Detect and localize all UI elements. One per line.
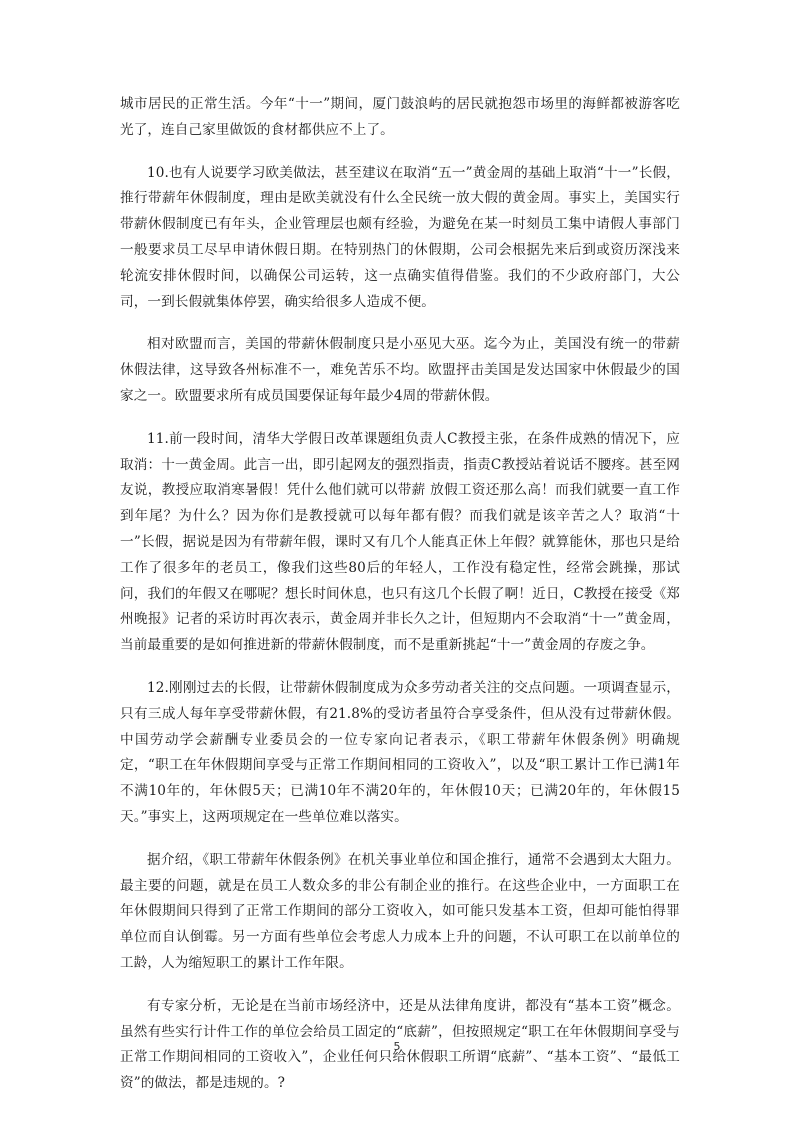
paragraph-4: 11.前一段时间，清华大学假日改革课题组负责人C教授主张，在条件成熟的情况下，应取消：十一黄金周。此言一出，即引起网友的强烈指责，指责C教授站着说话不腰疼。甚至网友说，教授应取消寒暑假！凭什么他们就可以带薪 放假工资还那么高！而我们就要一直工作到年尾？为什么？因为你们是教授就可以每年都有假？而我们就是该辛苦之人？取消“十一”长假，据说是因为有带薪年假，课时又有几个人能真正休上年假？就算能休，那也只是给工作了很多年的老员工，像我们这些80后的年轻人，工作没有稳定性，经常会跳操，那试问，我们的年假又在哪呢？想长时间休息，也只有这几个长假了啊！近日，C教授在接受《郑州晚报》记者的采访时再次表示，黄金周并非长久之计，但短期内不会取消“十一”黄金周，当前最重要的是如何推进新的带薪休假制度，而不是重新挑起“十一”黄金周的存废之争。 [120,430,680,654]
paragraph-7: 有专家分析，无论是在当前市场经济中，还是从法律角度讲，都没有“基本工资”概念。虽然有些实行计件工作的单位会给员工固定的“底薪”，但按照规定“职工在年休假期间享受与正常工作期间相同的工资收入”，企业任何只给休假职工所谓“底薪”、“基本工资”、“最低工资”的做法，都是违规的。? [120,997,680,1092]
paragraph-2: 10.也有人说要学习欧美做法，甚至建议在取消“五一”黄金周的基础上取消“十一”长假，推行带薪年休假制度，理由是欧美就没有什么全民统一放大假的黄金周。事实上，美国实行带薪休假制度已有年头，企业管理层也颇有经验，为避免在某一时刻员工集中请假人事部门一般要求员工尽早申请休假日期。在特别热门的休假期，公司会根据先来后到或资历深浅来轮流安排休假时间，以确保公司运转，这一点确实值得借鉴。我们的不少政府部门，大公司，一到长假就集体停罢，确实给很多人造成不便。 [120,164,680,310]
paragraph-6: 据介绍，《职工带薪年休假条例》在机关事业单位和国企推行，通常不会遇到太大阻力。最主要的问题，就是在员工人数众多的非公有制企业的推行。在这些企业中，一方面职工在年休假期间只得到了正常工作期间的部分工资收入，如可能只发基本工资，但却可能怕得罪单位而自认倒霉。另一方面有些单位会考虑人力成本上升的问题，不认可职工在以前单位的工龄，人为缩短职工的累计工作年限。 [120,851,680,971]
document-body [120,92,680,1114]
paragraph-3: 相对欧盟而言，美国的带薪休假制度只是小巫见大巫。迄今为止，美国没有统一的带薪休假法律，这导致各州标准不一，难免苦乐不均。欧盟抨击美国是发达国家中休假最少的国家之一。欧盟要求所有成员国要保证每年最少4周的带薪休假。 [120,336,680,404]
paragraph-1: 城市居民的正常生活。今年“十一”期间，厦门鼓浪屿的居民就抱怨市场里的海鲜都被游客吃光了，连自己家里做饭的食材都供应不上了。 [120,96,680,138]
paragraph-5: 12.刚刚过去的长假，让带薪休假制度成为众多劳动者关注的交点问题。一项调查显示，只有三成人每年享受带薪休假，有21.8%的受访者虽符合享受条件，但从没有过带薪休假。中国劳动学会薪酬专业委员会的一位专家向记者表示，《职工带薪年休假条例》明确规定，“职工在年休假期间享受与正常工作期间相同的工资收入”，以及“职工累计工作已满1年不满10年的，年休假5天；已满10年不满20年的，年休假10天；已满20年的，年休假15天。”事实上，这两项规定在一些单位难以落实。 [120,679,680,825]
page-number: 5 [393,1040,401,1053]
